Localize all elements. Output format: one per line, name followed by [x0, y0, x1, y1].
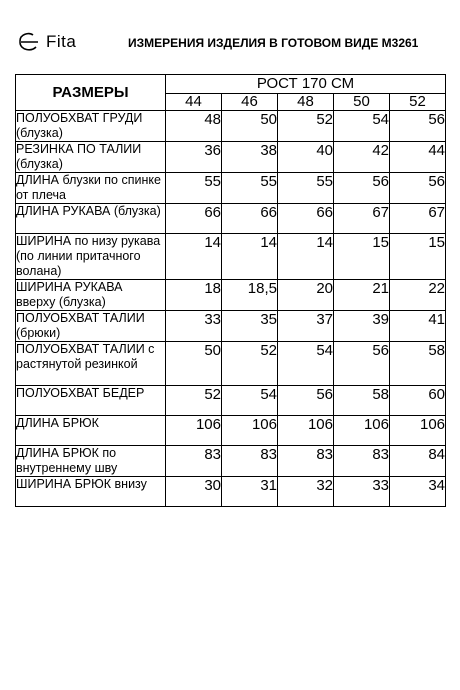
measurement-value: 52	[166, 386, 222, 416]
measurement-value: 14	[222, 234, 278, 280]
page-title: ИЗМЕРЕНИЯ ИЗДЕЛИЯ В ГОТОВОМ ВИДЕ М3261	[128, 36, 419, 50]
measurement-value: 56	[390, 111, 446, 142]
measurement-label: ШИРИНА по низу рукава (по линии притачного волана)	[16, 234, 166, 280]
measurement-value: 106	[166, 416, 222, 446]
measurement-value: 52	[222, 342, 278, 386]
measurement-value: 54	[222, 386, 278, 416]
measurement-value: 15	[390, 234, 446, 280]
measurement-value: 67	[334, 204, 390, 234]
measurement-value: 52	[278, 111, 334, 142]
table-row	[16, 477, 446, 507]
size-chart-table	[15, 74, 446, 507]
measurement-value: 32	[278, 477, 334, 507]
measurement-value: 34	[390, 477, 446, 507]
measurement-value: 14	[278, 234, 334, 280]
measurement-label: ШИРИНА БРЮК внизу	[16, 477, 166, 507]
table-row	[16, 204, 446, 234]
measurement-value: 54	[278, 342, 334, 386]
measurement-value: 18	[166, 280, 222, 311]
table-row	[16, 386, 446, 416]
measurement-label: ПОЛУОБХВАТ ТАЛИИ с растянутой резинкой	[16, 342, 166, 386]
measurement-value: 55	[166, 173, 222, 204]
measurement-label: ПОЛУОБХВАТ ГРУДИ (блузка)	[16, 111, 166, 142]
table-header-row	[16, 75, 446, 94]
table-row	[16, 142, 446, 173]
size-header-cell: 52	[390, 94, 446, 111]
measurement-value: 83	[166, 446, 222, 477]
measurement-value: 48	[166, 111, 222, 142]
size-header-cell: 50	[334, 94, 390, 111]
size-header-cell: 46	[222, 94, 278, 111]
table-row	[16, 311, 446, 342]
measurement-value: 67	[390, 204, 446, 234]
measurement-value: 83	[334, 446, 390, 477]
measurement-value: 42	[334, 142, 390, 173]
measurement-value: 54	[334, 111, 390, 142]
measurement-label: ДЛИНА БРЮК	[16, 416, 166, 446]
measurement-value: 56	[334, 342, 390, 386]
table-body	[16, 111, 446, 507]
measurement-value: 18,5	[222, 280, 278, 311]
size-header-cell: 48	[278, 94, 334, 111]
measurement-value: 55	[222, 173, 278, 204]
sizes-header: РАЗМЕРЫ	[16, 75, 166, 111]
brand-name: Fita	[46, 32, 77, 51]
measurement-label: ШИРИНА РУКАВА вверху (блузка)	[16, 280, 166, 311]
measurement-value: 66	[222, 204, 278, 234]
measurement-label: ПОЛУОБХВАТ ТАЛИИ (брюки)	[16, 311, 166, 342]
measurement-value: 58	[390, 342, 446, 386]
measurement-value: 39	[334, 311, 390, 342]
measurement-value: 84	[390, 446, 446, 477]
table-row	[16, 111, 446, 142]
measurement-value: 20	[278, 280, 334, 311]
measurement-value: 38	[222, 142, 278, 173]
measurement-value: 60	[390, 386, 446, 416]
measurement-value: 56	[278, 386, 334, 416]
table-row	[16, 416, 446, 446]
measurement-value: 40	[278, 142, 334, 173]
measurement-label: ДЛИНА блузки по спинке от плеча	[16, 173, 166, 204]
measurement-value: 37	[278, 311, 334, 342]
measurement-value: 83	[222, 446, 278, 477]
brand-logo	[16, 31, 76, 53]
measurement-label: ПОЛУОБХВАТ БЕДЕР	[16, 386, 166, 416]
measurement-value: 83	[278, 446, 334, 477]
measurement-value: 14	[166, 234, 222, 280]
measurement-value: 31	[222, 477, 278, 507]
table-row	[16, 280, 446, 311]
measurement-value: 15	[334, 234, 390, 280]
table-row	[16, 342, 446, 386]
measurement-value: 56	[390, 173, 446, 204]
measurement-value: 30	[166, 477, 222, 507]
measurement-value: 58	[334, 386, 390, 416]
measurement-label: РЕЗИНКА ПО ТАЛИИ (блузка)	[16, 142, 166, 173]
measurement-value: 44	[390, 142, 446, 173]
measurement-value: 35	[222, 311, 278, 342]
measurement-value: 106	[222, 416, 278, 446]
measurement-value: 56	[334, 173, 390, 204]
size-header-cell: 44	[166, 94, 222, 111]
measurement-value: 66	[278, 204, 334, 234]
measurement-value: 21	[334, 280, 390, 311]
table-row	[16, 234, 446, 280]
measurement-value: 41	[390, 311, 446, 342]
fita-logo-icon	[16, 31, 42, 53]
measurement-value: 55	[278, 173, 334, 204]
measurement-value: 66	[166, 204, 222, 234]
measurement-label: ДЛИНА БРЮК по внутреннему шву	[16, 446, 166, 477]
measurement-value: 33	[166, 311, 222, 342]
height-header: РОСТ 170 СМ	[166, 75, 446, 94]
table-row	[16, 446, 446, 477]
measurement-value: 36	[166, 142, 222, 173]
measurement-value: 106	[390, 416, 446, 446]
measurement-value: 50	[166, 342, 222, 386]
measurement-value: 106	[278, 416, 334, 446]
measurement-value: 106	[334, 416, 390, 446]
measurement-value: 33	[334, 477, 390, 507]
measurement-value: 22	[390, 280, 446, 311]
measurement-label: ДЛИНА РУКАВА (блузка)	[16, 204, 166, 234]
table-row	[16, 173, 446, 204]
measurement-value: 50	[222, 111, 278, 142]
